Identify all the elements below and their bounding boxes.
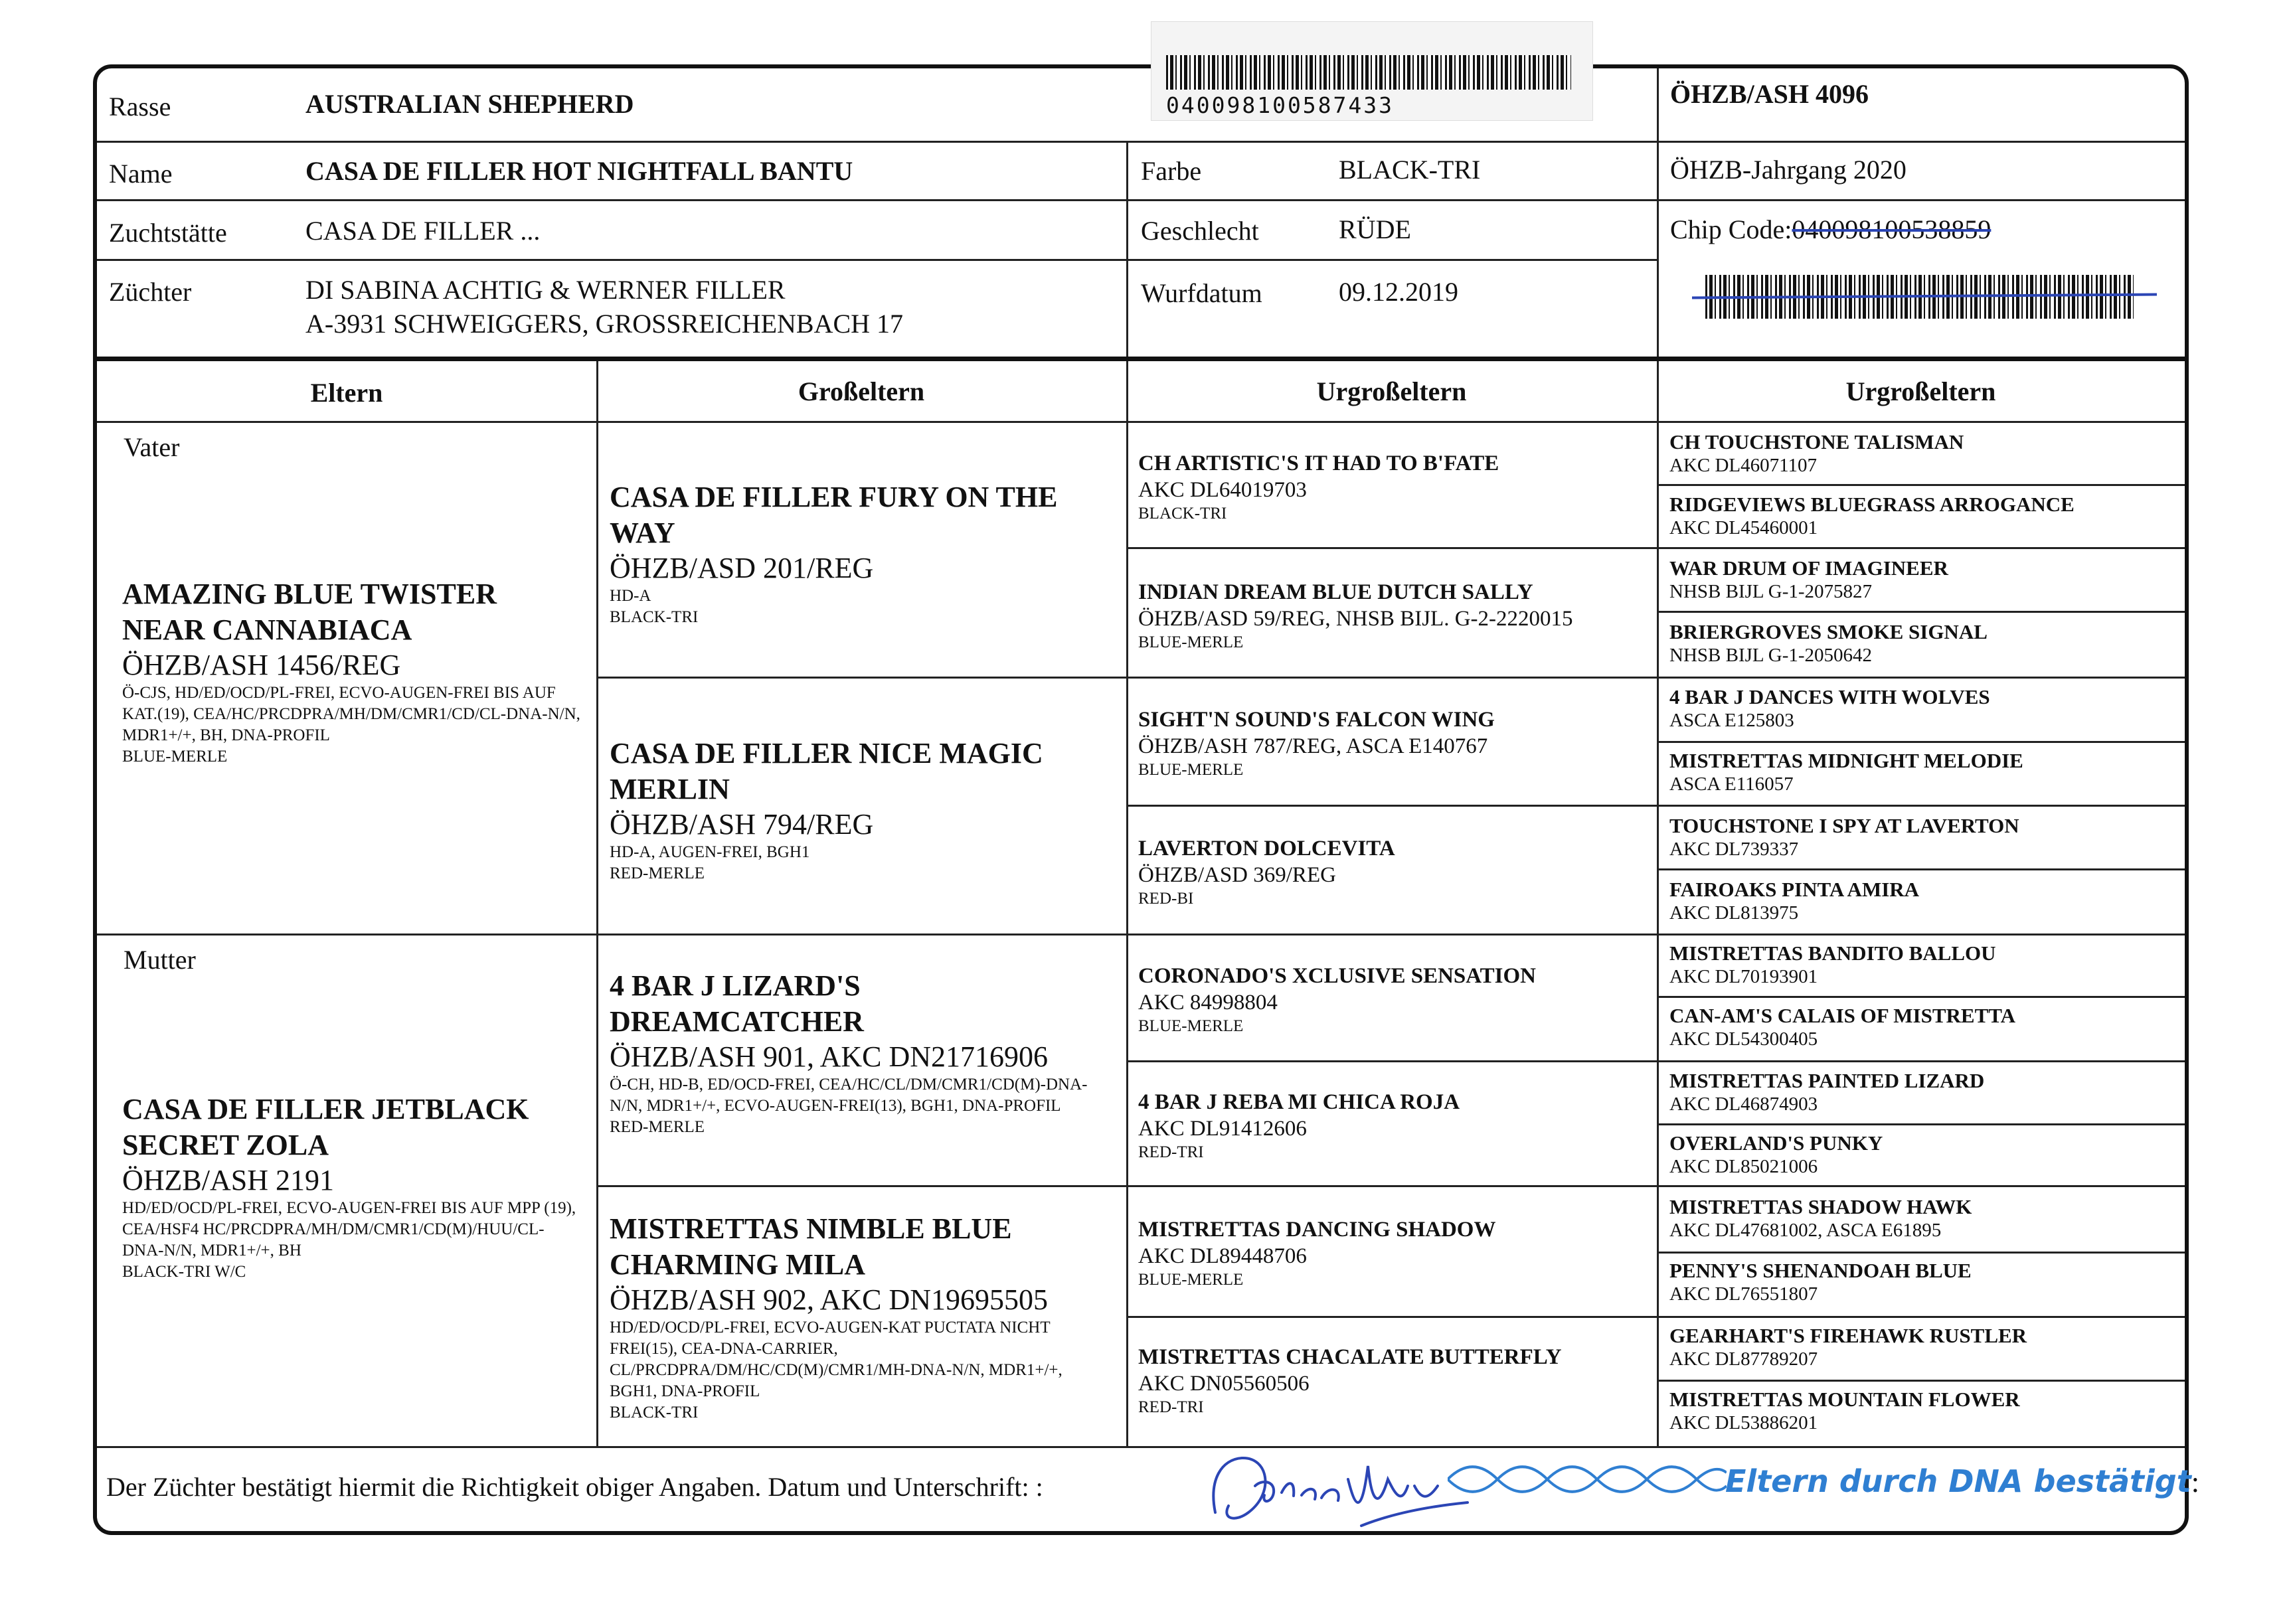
- great-grandparent-reg: ÖHZB/ASH 787/REG, ASCA E140767: [1138, 734, 1488, 758]
- ggg-name: MISTRETTAS MOUNTAIN FLOWER: [1669, 1388, 2020, 1411]
- ggg-reg: AKC DL70193901: [1669, 966, 1818, 987]
- grandparent-entry: [610, 1211, 1101, 1423]
- great-grandparent-entry: [1138, 706, 1650, 781]
- vater-color: BLUE-MERLE: [122, 748, 228, 766]
- dna-stamp-text: Eltern durch DNA bestätigt: [1725, 1463, 2191, 1499]
- ggg-name: CAN-AM'S CALAIS OF MISTRETTA: [1669, 1004, 2016, 1027]
- chip-value: 040098100538859: [1792, 214, 1992, 244]
- ggg-name: MISTRETTAS MIDNIGHT MELODIE: [1669, 749, 2023, 772]
- great-grandparent-name: INDIAN DREAM BLUE DUTCH SALLY: [1138, 580, 1533, 604]
- mutter-name: CASA DE FILLER JETBLACK SECRET ZOLA: [122, 1093, 529, 1161]
- wurfdatum-value: 09.12.2019: [1339, 277, 1458, 307]
- great-grandparent-reg: AKC DN05560506: [1138, 1372, 1310, 1396]
- mutter-info: HD/ED/OCD/PL-FREI, ECVO-AUGEN-FREI BIS AUF MPP (19), CEA/HSF4 HC/PRCDPRA/MH/DM/CMR1/CD(M)/HUU/CL-DNA-N/N, MDR1+/+, BH: [122, 1199, 576, 1259]
- great-grandparent-reg: AKC DL91412606: [1138, 1117, 1307, 1141]
- ggg-reg: AKC DL54300405: [1669, 1028, 1818, 1050]
- great-grandparent-name: CH ARTISTIC'S IT HAD TO B'FATE: [1138, 451, 1499, 475]
- breeder-confirmation: Der Züchter bestätigt hiermit die Richtigkeit obiger Angaben. Datum und Unterschrift: :: [106, 1472, 1043, 1502]
- great-grandparent-entry: [1138, 963, 1650, 1037]
- grandparent-color: RED-MERLE: [610, 864, 705, 882]
- ggg-entry: [1669, 1195, 1972, 1242]
- ggg-entry: [1669, 749, 2023, 795]
- zuechter-label: Züchter: [109, 277, 192, 307]
- grandparent-entry: [610, 479, 1101, 628]
- great-grandparent-reg: AKC 84998804: [1138, 991, 1278, 1015]
- rasse-value: AUSTRALIAN SHEPHERD: [305, 89, 634, 119]
- farbe-label: Farbe: [1141, 156, 1202, 186]
- grandparent-color: BLACK-TRI: [610, 608, 699, 626]
- great-grandparent-entry: [1138, 579, 1650, 653]
- great-grandparent-color: BLUE-MERLE: [1138, 1271, 1244, 1289]
- great-grandparent-reg: ÖHZB/ASD 59/REG, NHSB BIJL. G-2-2220015: [1138, 607, 1573, 631]
- farbe-value: BLACK-TRI: [1339, 155, 1481, 185]
- ggg-reg: NHSB BIJL G-1-2050642: [1669, 645, 1873, 666]
- grandparent-reg: ÖHZB/ASD 201/REG: [610, 552, 874, 584]
- ggg-entry: [1669, 685, 1990, 732]
- mutter-entry: [122, 1092, 580, 1283]
- grandparent-name: 4 BAR J LIZARD'S DREAMCATCHER: [610, 969, 864, 1038]
- great-grandparent-entry: [1138, 450, 1650, 525]
- ggg-entry: [1669, 1069, 1984, 1115]
- chip-label: Chip Code:: [1670, 214, 1792, 244]
- ggg-entry: [1669, 430, 1964, 477]
- great-grandparent-reg: AKC DL89448706: [1138, 1244, 1307, 1268]
- great-grandparent-color: BLUE-MERLE: [1138, 761, 1244, 779]
- ggg-entry: [1669, 1388, 2020, 1434]
- grandparent-entry: [610, 736, 1101, 884]
- ggg-entry: [1669, 493, 2075, 539]
- name-label: Name: [109, 159, 173, 189]
- ggg-name: RIDGEVIEWS BLUEGRASS ARROGANCE: [1669, 493, 2075, 516]
- ggg-reg: AKC DL739337: [1669, 839, 1799, 860]
- zucht-value: CASA DE FILLER ...: [305, 216, 541, 246]
- col-grosseltern: Großeltern: [798, 376, 925, 406]
- ggg-reg: AKC DL53886201: [1669, 1412, 1818, 1433]
- zuechter-line1: DI SABINA ACHTIG & WERNER FILLER: [305, 275, 786, 305]
- col-ururgrosseltern: Urgroßeltern: [1845, 376, 1996, 406]
- grandparent-entry: [610, 968, 1101, 1138]
- ggg-name: GEARHART'S FIREHAWK RUSTLER: [1669, 1324, 2027, 1347]
- barcode-sticker: [1151, 21, 1593, 121]
- grandparent-color: BLACK-TRI: [610, 1404, 699, 1421]
- great-grandparent-color: BLACK-TRI: [1138, 505, 1227, 523]
- zucht-label: Zuchtstätte: [109, 218, 227, 248]
- ggg-reg: AKC DL45460001: [1669, 517, 1818, 538]
- grandparent-name: CASA DE FILLER NICE MAGIC MERLIN: [610, 737, 1043, 805]
- dna-helix-icon: [1448, 1459, 1727, 1499]
- signature: [1195, 1439, 1481, 1539]
- grandparent-name: CASA DE FILLER FURY ON THE WAY: [610, 481, 1058, 549]
- great-grandparent-entry: [1138, 1089, 1650, 1163]
- great-grandparent-color: RED-TRI: [1138, 1398, 1204, 1416]
- ggg-name: MISTRETTAS SHADOW HAWK: [1669, 1195, 1972, 1218]
- ggg-entry: [1669, 1324, 2027, 1370]
- great-grandparent-name: CORONADO'S XCLUSIVE SENSATION: [1138, 964, 1537, 988]
- great-grandparent-name: SIGHT'N SOUND'S FALCON WING: [1138, 708, 1495, 732]
- grandparent-reg: ÖHZB/ASH 794/REG: [610, 808, 874, 841]
- ggg-name: OVERLAND'S PUNKY: [1669, 1131, 1883, 1155]
- ggg-entry: [1669, 941, 1996, 988]
- ggg-reg: AKC DL76551807: [1669, 1283, 1818, 1305]
- geschlecht-label: Geschlecht: [1141, 216, 1259, 246]
- mutter-color: BLACK-TRI W/C: [122, 1263, 246, 1281]
- vater-info: Ö-CJS, HD/ED/OCD/PL-FREI, ECVO-AUGEN-FREI BIS AUF KAT.(19), CEA/HC/PRCDPRA/MH/DM/CMR1/CD/CL-DNA-N/N, MDR1+/+, BH, DNA-PROFIL: [122, 684, 580, 744]
- vater-label: Vater: [124, 432, 180, 462]
- grandparent-info: HD/ED/OCD/PL-FREI, ECVO-AUGEN-KAT PUCTATA NICHT FREI(15), CEA-DNA-CARRIER, CL/PRCDPRA/DM/HC/CD(M)/CMR1/MH-DNA-N/N, MDR1+/+, BGH1, DNA-PROFIL: [610, 1319, 1062, 1400]
- grandparent-color: RED-MERLE: [610, 1118, 705, 1136]
- ggg-entry: [1669, 814, 2019, 860]
- chip-code: [1670, 214, 1991, 245]
- grandparent-info: Ö-CH, HD-B, ED/OCD-FREI, CEA/HC/CL/DM/CMR1/CD(M)-DNA-N/N, MDR1+/+, ECVO-AUGEN-FREI(13), BGH1, DNA-PROFIL: [610, 1076, 1088, 1115]
- great-grandparent-entry: [1138, 1216, 1650, 1291]
- vater-entry: [122, 576, 580, 768]
- dog-name: CASA DE FILLER HOT NIGHTFALL BANTU: [305, 156, 853, 186]
- great-grandparent-name: LAVERTON DOLCEVITA: [1138, 837, 1395, 860]
- registry-number: ÖHZB/ASH 4096: [1670, 79, 1869, 109]
- ggg-reg: ASCA E116057: [1669, 773, 1794, 795]
- great-grandparent-color: RED-TRI: [1138, 1143, 1204, 1161]
- great-grandparent-reg: ÖHZB/ASD 369/REG: [1138, 863, 1336, 887]
- col-eltern: Eltern: [310, 378, 383, 408]
- ggg-entry: [1669, 556, 1948, 603]
- great-grandparent-reg: AKC DL64019703: [1138, 478, 1307, 502]
- grandparent-reg: ÖHZB/ASH 902, AKC DN19695505: [610, 1283, 1049, 1316]
- ggg-name: TOUCHSTONE I SPY AT LAVERTON: [1669, 814, 2019, 837]
- ggg-reg: AKC DL813975: [1669, 902, 1799, 924]
- ggg-name: PENNY'S SHENANDOAH BLUE: [1669, 1259, 1972, 1282]
- ggg-reg: AKC DL87789207: [1669, 1348, 1818, 1370]
- dna-confirmation-stamp: [1725, 1463, 2199, 1499]
- dna-stamp-suffix: :: [2191, 1466, 2199, 1499]
- grandparent-info: HD-A: [610, 587, 651, 605]
- ggg-name: 4 BAR J DANCES WITH WOLVES: [1669, 685, 1990, 708]
- ggg-reg: AKC DL85021006: [1669, 1156, 1818, 1177]
- ggg-reg: AKC DL46874903: [1669, 1094, 1818, 1115]
- zuechter-line2: A-3931 SCHWEIGGERS, GROSSREICHENBACH 17: [305, 309, 904, 339]
- ggg-reg: AKC DL47681002, ASCA E61895: [1669, 1220, 1942, 1241]
- col-urgrosseltern: Urgroßeltern: [1316, 376, 1467, 406]
- ggg-entry: [1669, 1131, 1883, 1178]
- wurfdatum-label: Wurfdatum: [1141, 278, 1262, 308]
- ggg-name: FAIROAKS PINTA AMIRA: [1669, 878, 1920, 901]
- ggg-name: BRIERGROVES SMOKE SIGNAL: [1669, 620, 1988, 643]
- ggg-reg: NHSB BIJL G-1-2075827: [1669, 581, 1873, 602]
- ggg-entry: [1669, 620, 1988, 667]
- ggg-entry: [1669, 878, 1919, 924]
- grandparent-info: HD-A, AUGEN-FREI, BGH1: [610, 843, 810, 861]
- great-grandparent-entry: [1138, 835, 1650, 910]
- vater-reg: ÖHZB/ASH 1456/REG: [122, 649, 401, 681]
- grandparent-name: MISTRETTAS NIMBLE BLUE CHARMING MILA: [610, 1212, 1012, 1281]
- great-grandparent-name: MISTRETTAS DANCING SHADOW: [1138, 1218, 1496, 1242]
- great-grandparent-name: 4 BAR J REBA MI CHICA ROJA: [1138, 1090, 1460, 1114]
- great-grandparent-color: BLUE-MERLE: [1138, 633, 1244, 651]
- mutter-reg: ÖHZB/ASH 2191: [122, 1164, 335, 1196]
- barcode-number: 040098100587433: [1166, 92, 1395, 118]
- rasse-label: Rasse: [109, 92, 171, 122]
- great-grandparent-name: MISTRETTAS CHACALATE BUTTERFLY: [1138, 1345, 1562, 1369]
- ggg-name: MISTRETTAS BANDITO BALLOU: [1669, 941, 1996, 965]
- ggg-name: CH TOUCHSTONE TALISMAN: [1669, 430, 1964, 453]
- ggg-reg: AKC DL46071107: [1669, 455, 1818, 476]
- ggg-name: WAR DRUM OF IMAGINEER: [1669, 556, 1948, 580]
- ggg-name: MISTRETTAS PAINTED LIZARD: [1669, 1069, 1985, 1092]
- grandparent-reg: ÖHZB/ASH 901, AKC DN21716906: [610, 1040, 1049, 1073]
- ggg-entry: [1669, 1259, 1972, 1305]
- barcode-image: [1166, 55, 1571, 90]
- ggg-entry: [1669, 1004, 2015, 1050]
- great-grandparent-entry: [1138, 1344, 1650, 1418]
- vater-name: AMAZING BLUE TWISTER NEAR CANNABIACA: [122, 578, 497, 646]
- mutter-label: Mutter: [124, 945, 196, 975]
- ggg-reg: ASCA E125803: [1669, 710, 1794, 731]
- great-grandparent-color: RED-BI: [1138, 890, 1194, 908]
- geschlecht-value: RÜDE: [1339, 214, 1411, 244]
- great-grandparent-color: BLUE-MERLE: [1138, 1017, 1244, 1035]
- jahrgang: ÖHZB-Jahrgang 2020: [1670, 155, 1907, 185]
